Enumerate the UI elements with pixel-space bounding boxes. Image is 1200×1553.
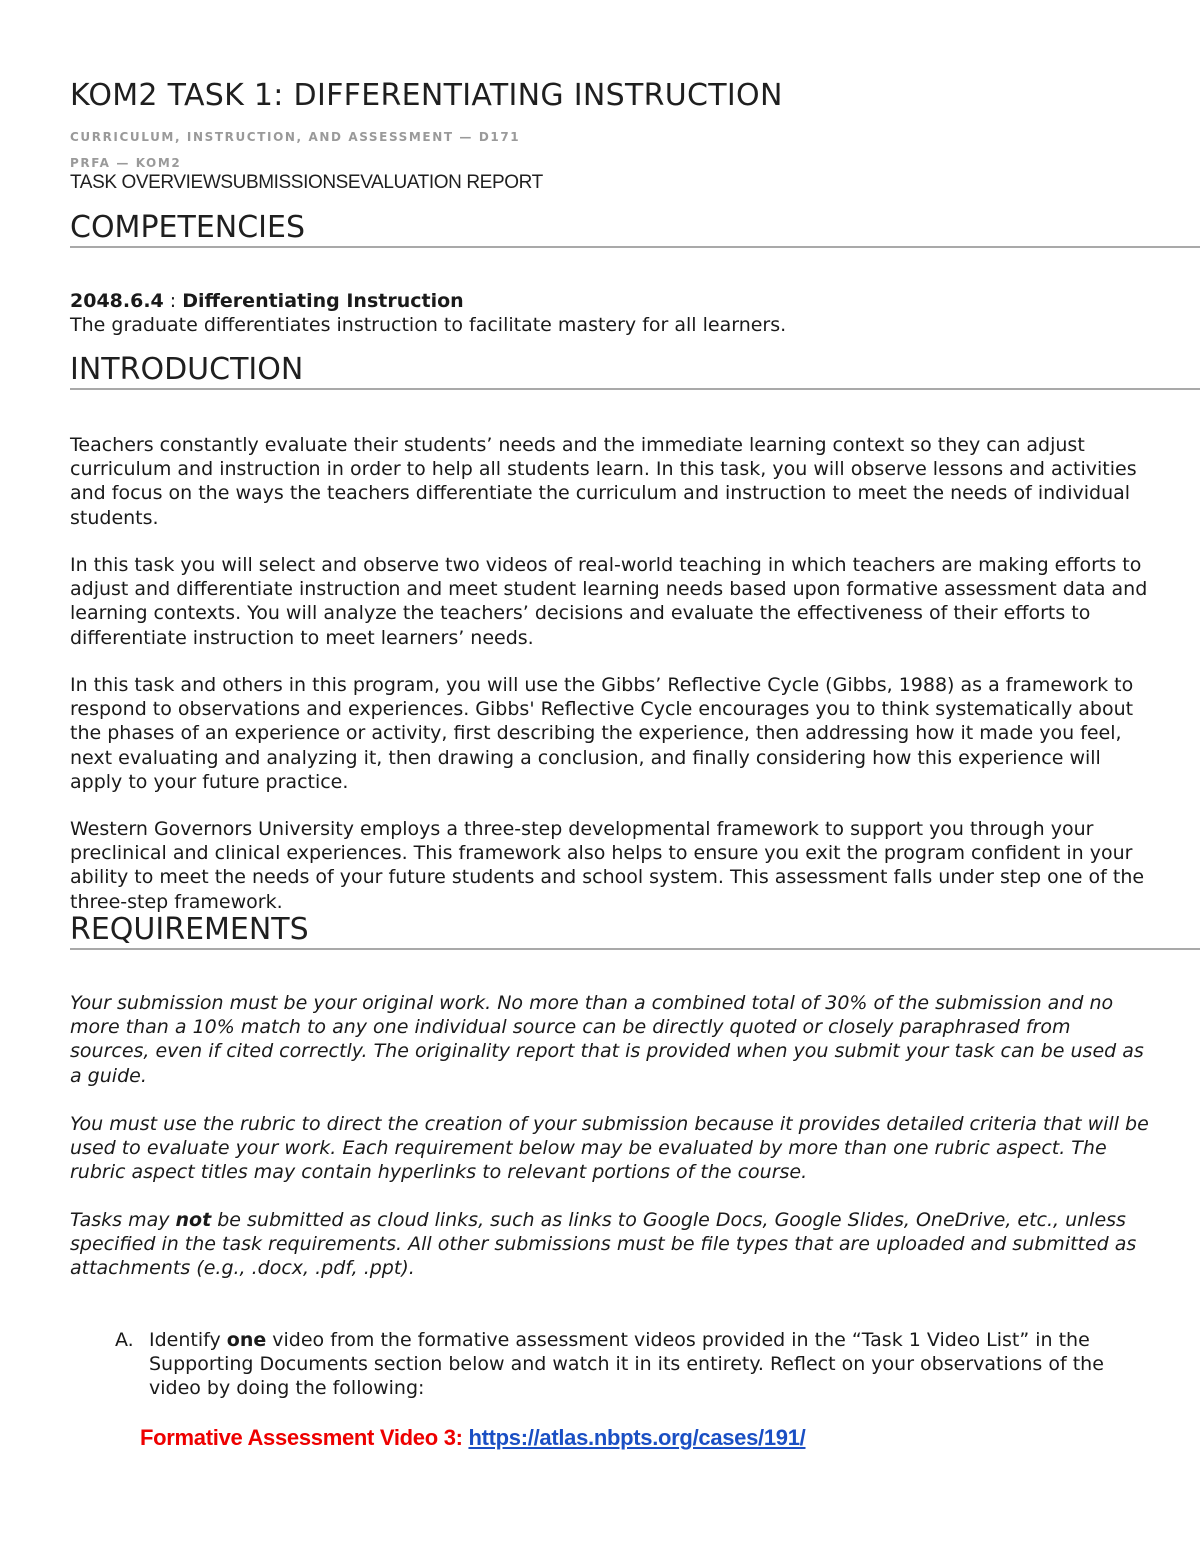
requirements-paragraph-1: Your submission must be your original work. No more than a combined total of 30% of the submission and no more than a 10% match to any one individual source can be directly quoted or closely paraphrased from sources, even if cited correctly. The originality report that is provided when you submit your task can be used as a guide. <box>70 992 1144 1087</box>
course-code: PRFA — KOM2 <box>70 156 182 170</box>
req3-after: be submitted as cloud links, such as links to Google Docs, Google Slides, OneDrive, etc., unless specified in the task requirements. All other submissions must be file types that are uploaded and submitted as attachments (e.g., .docx, .pdf, .ppt). <box>70 1209 1137 1280</box>
list-marker: A. <box>115 1329 134 1351</box>
requirement-item-a <box>115 1328 1115 1401</box>
req3-bold: not <box>175 1209 212 1231</box>
task-tabs[interactable]: TASK OVERVIEWSUBMISSIONSEVALUATION REPORT <box>70 172 543 193</box>
page-title: KOM2 TASK 1: DIFFERENTIATING INSTRUCTION <box>70 78 783 113</box>
video-reference <box>140 1425 806 1451</box>
requirements-paragraph-3 <box>70 1208 1150 1281</box>
intro-paragraph-2: In this task you will select and observe two videos of real-world teaching in which teachers are making efforts to adjust and differentiate instruction and meet student learning needs based upon formative assessment data and learning contexts. You will analyze the teachers’ decisions and evaluate the effectiveness of their efforts to differentiate instruction to meet learners’ needs. <box>70 554 1148 649</box>
competency-code: 2048.6.4 <box>70 290 164 312</box>
requirement-item-a-text <box>149 1328 1115 1401</box>
item-a-after: video from the formative assessment videos provided in the “Task 1 Video List” in the Supporting Documents section below and watch it in its entirety. Reflect on your observations of the video by doing the following: <box>149 1329 1104 1400</box>
competencies-heading: COMPETENCIES <box>70 210 1200 248</box>
requirements-heading: REQUIREMENTS <box>70 912 1200 950</box>
requirements-paragraph-2: You must use the rubric to direct the creation of your submission because it provides detailed criteria that will be used to evaluate your work. Each requirement below may be evaluated by more than one rubric aspect. The rubric aspect titles may contain hyperlinks to relevant portions of the course. <box>70 1113 1149 1184</box>
competency-title <box>70 289 786 313</box>
intro-paragraph-4: Western Governors University employs a three-step developmental framework to support you through your preclinical and clinical experiences. This framework also helps to ensure you exit the program confident in your ability to meet the needs of your future students and school system. This assessment falls under step one of the three-step framework. <box>70 818 1145 913</box>
video-link[interactable]: https://atlas.nbpts.org/cases/191/ <box>468 1425 806 1450</box>
course-subtitle: CURRICULUM, INSTRUCTION, AND ASSESSMENT — D171 <box>70 130 521 144</box>
introduction-heading: INTRODUCTION <box>70 352 1200 390</box>
intro-paragraph-3: In this task and others in this program, you will use the Gibbs’ Reflective Cycle (Gibbs, 1988) as a framework to respond to observations and experiences. Gibbs' Reflective Cycle encourages you to think systematically about the phases of an experience or activity, first describing the experience, then addressing how it made you feel, next evaluating and analyzing it, then drawing a conclusion, and finally considering how this experience will apply to your future practice. <box>70 674 1134 793</box>
video-label: Formative Assessment Video 3: <box>140 1425 469 1450</box>
req3-before: Tasks may <box>70 1209 176 1231</box>
competency-separator: : <box>163 290 183 312</box>
item-a-bold: one <box>226 1329 267 1351</box>
item-a-before: Identify <box>149 1329 227 1351</box>
competency-name: Differentiating Instruction <box>182 290 464 312</box>
competency-block <box>70 289 786 337</box>
competency-description: The graduate differentiates instruction to facilitate mastery for all learners. <box>70 314 787 336</box>
intro-paragraph-1: Teachers constantly evaluate their students’ needs and the immediate learning context so they can adjust curriculum and instruction in order to help all students learn. In this task, you will observe lessons and activities and focus on the ways the teachers differentiate the curriculum and instruction to meet the needs of individual students. <box>70 434 1137 529</box>
